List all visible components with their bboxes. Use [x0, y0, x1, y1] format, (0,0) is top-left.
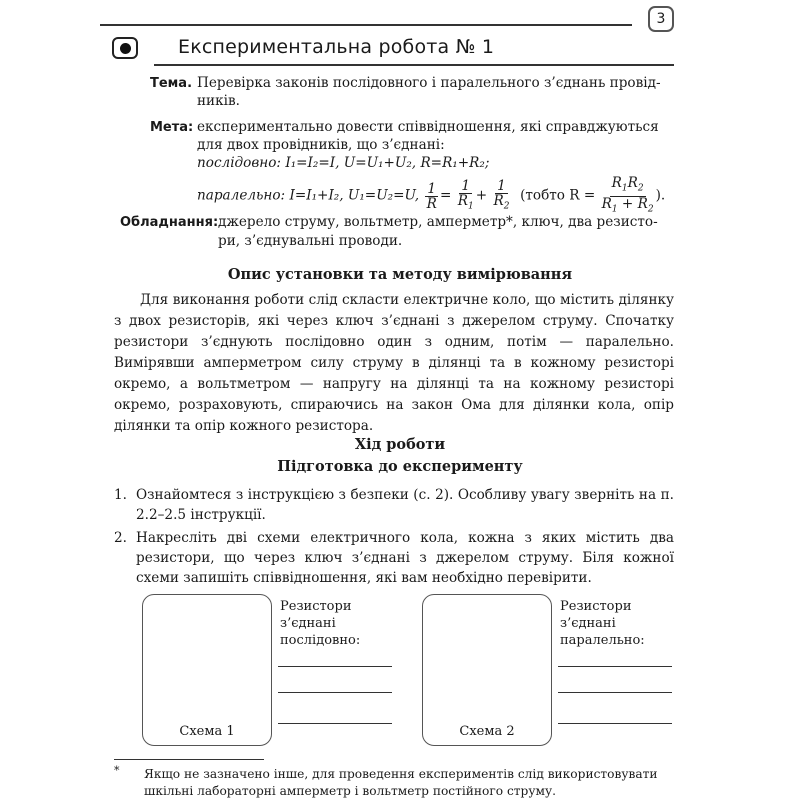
scheme-1-caption: Схема 1 [179, 724, 235, 739]
answer-line [278, 723, 392, 724]
meta-label: Мета: [150, 120, 194, 135]
parallel-note-prefix: (тобто R = [520, 187, 596, 204]
serial-formula-row [197, 155, 489, 171]
tema-line2: ників. [197, 93, 240, 109]
fraction-R1R2: $\frac{R_1R_2}{R_1 + R_2}$ [601, 175, 654, 215]
answer-line [278, 692, 392, 693]
heading-rule [154, 64, 674, 66]
scheme-2-box [422, 594, 552, 746]
scheme-2-label-line1: Резистори [560, 599, 632, 614]
setup-paragraph [114, 290, 674, 437]
scheme-1-label-line3: послідовно: [280, 633, 361, 648]
top-rule [100, 24, 632, 26]
equipment-label: Обладнання: [120, 215, 219, 230]
answer-line [278, 666, 392, 667]
page-title: Експериментальна робота № 1 [178, 36, 495, 58]
answer-line [558, 692, 672, 693]
procedure-subtitle: Підготовка до експерименту [277, 458, 523, 475]
parallel-note-suffix: ). [655, 187, 666, 204]
parallel-formula-row: паралельно: I=I₁+I₂, U₁=U₂=U, $\frac{1}{R}$ = $\frac{1}{R_1}$ + $\frac{1}{R_2}$ (тобто R = $\frac{R_1R_2}{R_1 + R_2}$ ). [197, 175, 666, 215]
footnote-mark: * [114, 764, 120, 777]
procedure-title: Хід роботи [354, 436, 446, 453]
footnote-rule [114, 759, 264, 760]
scheme-1-label-line1: Резистори [280, 599, 352, 614]
footnote-text: Якщо не зазначено інше, для проведення експериментів слід використовувати шкільні лабораторні амперметр і вольтметр постійного струму. [144, 767, 658, 798]
scheme-2-label-line2: з’єднані [560, 616, 616, 631]
parallel-formula: I=I₁+I₂, U₁=U₂=U, [289, 187, 420, 204]
fraction-1-over-R: $\frac{1}{R}$ [426, 180, 437, 212]
list-item-text: Ознайомтеся з інструкцією з безпеки (с. 2). Особливу увагу зверніть на п. 2.2–2.5 інструкції. [136, 487, 674, 523]
fraction-1-over-R2: $\frac{1}{R_2}$ [493, 177, 510, 212]
setup-text: Для виконання роботи слід скласти електричне коло, що містить ділянку з двох резисторів, які через ключ з’єднані з джерелом струму. Спочатку резистори з’єднують послідовно один з одним, потім — паралельно. Вимірявши амперметром силу струму в ділянці та в кожному резисторі окремо, а вольтметром — напругу на ділянці та на кожному резисторі окремо, розраховують, спираючись на закон Ома для ділянки кола, опір ділянки та опір кожного резистора. [114, 292, 674, 434]
equipment-line1: джерело струму, вольтметр, амперметр*, ключ, два резисто- [218, 214, 658, 230]
setup-title: Опис установки та методу вимірювання [227, 266, 573, 283]
list-item-number: 2. [114, 530, 127, 546]
serial-formula: I₁=I₂=I, U=U₁+U₂, R=R₁+R₂; [285, 155, 490, 171]
list-item-text: Накресліть дві схеми електричного кола, кожна з яких містить два резистори, що через ключ з’єднані з джерелом струму. Біля кожної схеми запишіть співвідношення, які вам необхідно перевірити. [136, 530, 674, 586]
parallel-label: паралельно: [197, 187, 286, 204]
scheme-2-caption: Схема 2 [459, 724, 515, 739]
scheme-2-label-line3: паралельно: [560, 633, 645, 648]
scheme-1-label-line2: з’єднані [280, 616, 336, 631]
workbook-page [100, 0, 700, 800]
target-icon [112, 37, 138, 59]
list-item-number: 1. [114, 487, 127, 503]
answer-line [558, 666, 672, 667]
serial-label: послідовно: [197, 155, 281, 171]
tema-line1: Перевірка законів послідовного і паралельного з’єднань провід- [197, 75, 661, 91]
fraction-1-over-R1: $\frac{1}{R_1}$ [457, 177, 474, 212]
scheme-2-label [560, 598, 645, 649]
answer-line [558, 723, 672, 724]
meta-line1: експериментально довести співвідношення, які справджуються [197, 119, 659, 135]
equipment-line2: ри, з’єднувальні проводи. [218, 233, 403, 249]
scheme-1-label [280, 598, 360, 649]
scheme-1-box [142, 594, 272, 746]
meta-line2: для двох провідників, що з’єднані: [197, 137, 445, 153]
page-number: 3 [648, 6, 674, 32]
tema-label: Тема. [150, 76, 193, 91]
